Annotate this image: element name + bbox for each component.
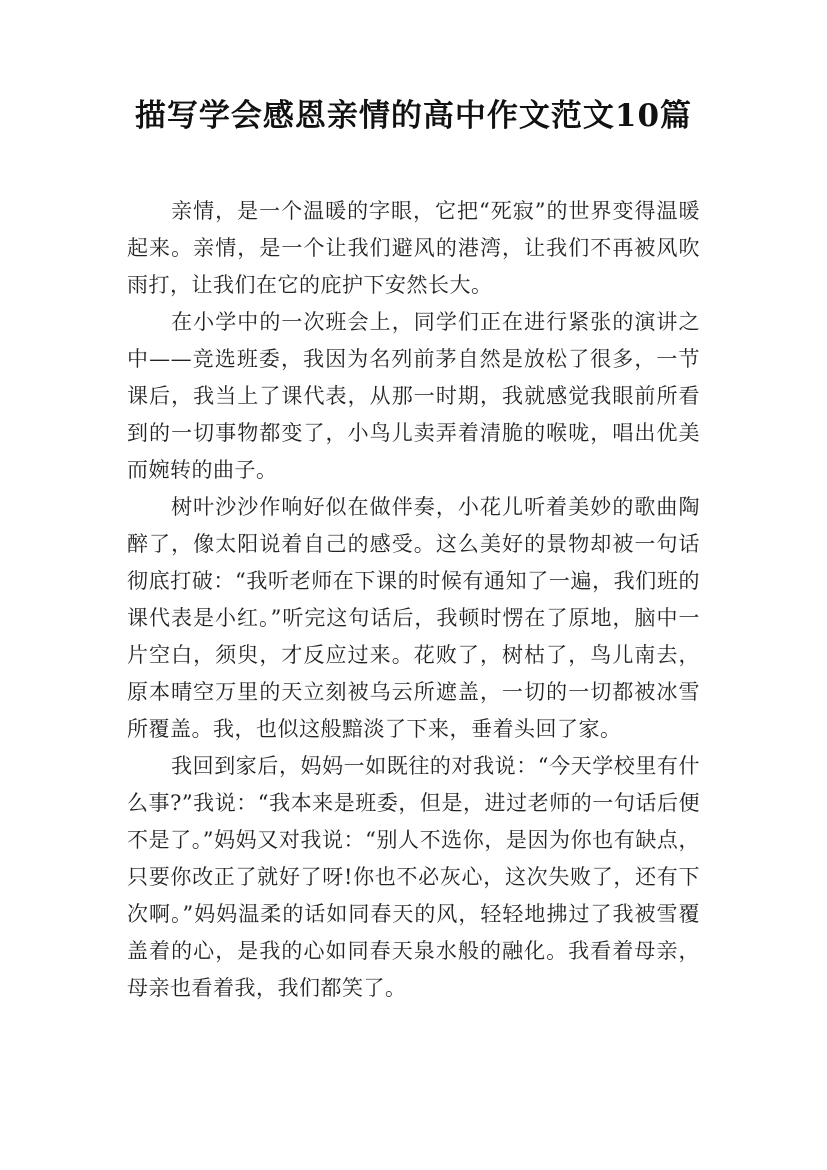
document-body xyxy=(127,193,700,1007)
paragraph-3: 树叶沙沙作响好似在做伴奏，小花儿听着美妙的歌曲陶醉了，像太阳说着自己的感受。这么美好的景物却被一句话彻底打破：“我听老师在下课的时候有通知了一遍，我们班的课代表是小红。”听完这句话后，我顿时愣在了原地，脑中一片空白，须臾，才反应过来。花败了，树枯了，鸟儿南去，原本晴空万里的天立刻被乌云所遮盖，一切的一切都被冰雪所覆盖。我，也似这般黯淡了下来，垂着头回了家。 xyxy=(127,495,700,741)
paragraph-1: 亲情，是一个温暖的字眼，它把“死寂”的世界变得温暖起来。亲情，是一个让我们避风的港湾，让我们不再被风吹雨打，让我们在它的庇护下安然长大。 xyxy=(127,199,700,297)
paragraph-2: 在小学中的一次班会上，同学们正在进行紧张的演讲之中——竞选班委，我因为名列前茅自然是放松了很多，一节课后，我当上了课代表，从那一时期，我就感觉我眼前所看到的一切事物都变了，小鸟儿卖弄着清脆的喉咙，唱出优美而婉转的曲子。 xyxy=(127,310,700,482)
paragraph-4: 我回到家后，妈妈一如既往的对我说：“今天学校里有什么事?”我说：“我本来是班委，但是，进过老师的一句话后便不是了。”妈妈又对我说：“别人不选你，是因为你也有缺点，只要你改正了就好了呀!你也不必灰心，这次失败了，还有下次啊。”妈妈温柔的话如同春天的风，轻轻地拂过了我被雪覆盖着的心，是我的心如同春天泉水般的融化。我看着母亲，母亲也看着我，我们都笑了。 xyxy=(127,754,700,1000)
document-title: 描写学会感恩亲情的高中作文范文10篇 xyxy=(134,98,693,134)
